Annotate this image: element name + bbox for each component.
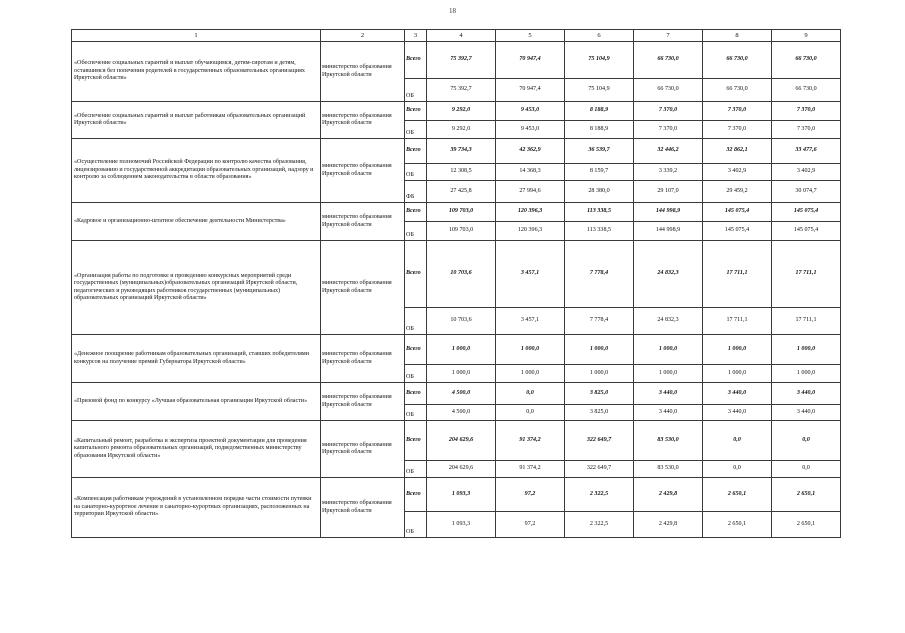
amount-cell: 204 629,6: [427, 461, 496, 478]
amount-cell: 66 730,0: [703, 42, 772, 79]
amount-cell: 1 000,0: [772, 365, 841, 383]
amount-cell: 113 338,5: [565, 203, 634, 222]
amount-cell: 29 459,2: [703, 181, 772, 203]
amount-cell: 204 629,6: [427, 421, 496, 461]
program-name: «Капитальный ремонт, разработка и экспертиза проектной документации для проведения капитального ремонта образовательных организаций, подведомственных министерству образования Иркутской области»: [72, 421, 321, 478]
responsible-org: министерство образования Иркутской области: [321, 421, 405, 478]
amount-cell: 113 338,5: [565, 222, 634, 241]
column-header: 9: [772, 30, 841, 42]
amount-cell: 9 292,0: [427, 121, 496, 139]
amount-cell: 322 649,7: [565, 421, 634, 461]
amount-cell: 2 429,8: [634, 478, 703, 512]
responsible-org: министерство образования Иркутской области: [321, 383, 405, 421]
funding-source: ОБ: [405, 222, 427, 241]
funding-source: Всего: [405, 203, 427, 222]
amount-cell: 24 832,3: [634, 241, 703, 308]
amount-cell: 120 396,3: [496, 203, 565, 222]
program-name: «Организация работы по подготовке и проведению конкурсных мероприятий среди государственных (муниципальных)образовательных организаций Иркутской области, педагогических и руководящих работников государственных (муниципальных) образовательных организаций Иркутской области»: [72, 241, 321, 335]
program-name: «Призовой фонд по конкурсу «Лучшая образовательная организация Иркутской области»: [72, 383, 321, 421]
amount-cell: 2 650,1: [772, 478, 841, 512]
amount-cell: 75 392,7: [427, 79, 496, 102]
header-row: [72, 30, 841, 42]
funding-source: ОБ: [405, 405, 427, 421]
program-name: «Денежное поощрение работникам образовательных организаций, ставших победителями конкурсов на получение премий Губернатора Иркутской области»: [72, 335, 321, 383]
responsible-org: министерство образования Иркутской области: [321, 102, 405, 139]
funding-source: Всего: [405, 42, 427, 79]
amount-cell: 75 104,9: [565, 42, 634, 79]
amount-cell: 7 778,4: [565, 308, 634, 335]
amount-cell: 10 703,6: [427, 308, 496, 335]
amount-cell: 109 703,0: [427, 203, 496, 222]
amount-cell: 0,0: [496, 405, 565, 421]
amount-cell: 36 539,7: [565, 139, 634, 164]
column-header: 5: [496, 30, 565, 42]
amount-cell: 0,0: [703, 421, 772, 461]
amount-cell: 3 402,9: [703, 164, 772, 181]
funding-source: Всего: [405, 383, 427, 405]
amount-cell: 0,0: [772, 461, 841, 478]
amount-cell: 1 000,0: [427, 335, 496, 365]
amount-cell: 3 339,2: [634, 164, 703, 181]
amount-cell: 1 093,3: [427, 512, 496, 538]
amount-cell: 91 374,2: [496, 461, 565, 478]
amount-cell: 3 440,0: [772, 383, 841, 405]
amount-cell: 2 429,8: [634, 512, 703, 538]
responsible-org: министерство образования Иркутской области: [321, 139, 405, 203]
amount-cell: 83 530,0: [634, 461, 703, 478]
table-row: [72, 478, 841, 512]
funding-source: ОБ: [405, 461, 427, 478]
amount-cell: 3 440,0: [772, 405, 841, 421]
amount-cell: 2 322,5: [565, 478, 634, 512]
amount-cell: 7 370,0: [703, 121, 772, 139]
amount-cell: 8 188,9: [565, 102, 634, 121]
table-row: [72, 421, 841, 461]
amount-cell: 33 477,6: [772, 139, 841, 164]
amount-cell: 10 703,6: [427, 241, 496, 308]
amount-cell: 3 457,1: [496, 308, 565, 335]
amount-cell: 3 440,0: [634, 383, 703, 405]
amount-cell: 75 104,9: [565, 79, 634, 102]
amount-cell: 66 730,0: [703, 79, 772, 102]
table-row: [72, 383, 841, 405]
amount-cell: 83 530,0: [634, 421, 703, 461]
amount-cell: 66 730,0: [634, 79, 703, 102]
amount-cell: 3 825,0: [565, 383, 634, 405]
table-body: [72, 42, 841, 538]
amount-cell: 30 074,7: [772, 181, 841, 203]
amount-cell: 2 650,1: [703, 512, 772, 538]
amount-cell: 145 075,4: [703, 222, 772, 241]
funding-source: Всего: [405, 421, 427, 461]
amount-cell: 2 650,1: [772, 512, 841, 538]
amount-cell: 28 380,0: [565, 181, 634, 203]
amount-cell: 8 188,9: [565, 121, 634, 139]
amount-cell: 17 711,1: [772, 241, 841, 308]
amount-cell: 145 075,4: [772, 222, 841, 241]
amount-cell: 70 947,4: [496, 42, 565, 79]
amount-cell: 1 000,0: [496, 335, 565, 365]
funding-source: Всего: [405, 241, 427, 308]
program-name: «Обеспечение социальных гарантий и выплат работникам образовательных организаций Иркутской области»: [72, 102, 321, 139]
column-header: 4: [427, 30, 496, 42]
amount-cell: 1 000,0: [634, 365, 703, 383]
column-header: 3: [405, 30, 427, 42]
responsible-org: министерство образования Иркутской области: [321, 335, 405, 383]
funding-source: ОБ: [405, 365, 427, 383]
amount-cell: 17 711,1: [703, 241, 772, 308]
funding-source: Всего: [405, 335, 427, 365]
amount-cell: 8 159,7: [565, 164, 634, 181]
funding-source: ОБ: [405, 121, 427, 139]
amount-cell: 1 000,0: [427, 365, 496, 383]
amount-cell: 17 711,1: [703, 308, 772, 335]
amount-cell: 27 425,8: [427, 181, 496, 203]
amount-cell: 1 000,0: [634, 335, 703, 365]
table-row: [72, 42, 841, 79]
amount-cell: 7 370,0: [772, 102, 841, 121]
amount-cell: 3 440,0: [634, 405, 703, 421]
budget-table: [71, 29, 841, 538]
amount-cell: 3 825,0: [565, 405, 634, 421]
page-number: 18: [449, 7, 456, 15]
amount-cell: 7 370,0: [634, 121, 703, 139]
table-row: [72, 102, 841, 121]
funding-source: ОБ: [405, 79, 427, 102]
program-name: «Кадровое и организационно-штатное обеспечение деятельности Министерства»: [72, 203, 321, 241]
amount-cell: 97,2: [496, 512, 565, 538]
table-row: [72, 139, 841, 164]
program-name: «Обеспечение социальных гарантий и выплат обучающимся, детям-сиротам и детям, оставшимся без попечения родителей в государственных образовательных организациях Иркутской области»: [72, 42, 321, 102]
funding-source: ОБ: [405, 308, 427, 335]
amount-cell: 145 075,4: [703, 203, 772, 222]
amount-cell: 4 500,0: [427, 405, 496, 421]
amount-cell: 0,0: [496, 383, 565, 405]
funding-source: Всего: [405, 139, 427, 164]
amount-cell: 29 107,0: [634, 181, 703, 203]
amount-cell: 2 650,1: [703, 478, 772, 512]
column-header: 2: [321, 30, 405, 42]
amount-cell: 66 730,0: [772, 79, 841, 102]
amount-cell: 7 778,4: [565, 241, 634, 308]
column-header: 7: [634, 30, 703, 42]
amount-cell: 32 862,1: [703, 139, 772, 164]
amount-cell: 3 440,0: [703, 383, 772, 405]
table-row: [72, 335, 841, 365]
amount-cell: 1 000,0: [772, 335, 841, 365]
amount-cell: 12 308,5: [427, 164, 496, 181]
funding-source: Всего: [405, 478, 427, 512]
amount-cell: 120 396,3: [496, 222, 565, 241]
amount-cell: 0,0: [703, 461, 772, 478]
amount-cell: 27 994,6: [496, 181, 565, 203]
amount-cell: 75 392,7: [427, 42, 496, 79]
table-row: [72, 203, 841, 222]
amount-cell: 4 500,0: [427, 383, 496, 405]
program-name: «Осуществление полномочий Российской Федерации по контролю качества образования, лицензированию и государственной аккредитации образовательных организаций, надзору и контролю за соблюдением законодательства в области образования»: [72, 139, 321, 203]
program-name: «Компенсация работникам учреждений в установленном порядке части стоимости путевки на санаторно-курортное лечение в санаторно-курортных организациях, расположенных на территории Иркутской области»: [72, 478, 321, 538]
amount-cell: 97,2: [496, 478, 565, 512]
amount-cell: 3 402,9: [772, 164, 841, 181]
amount-cell: 7 370,0: [703, 102, 772, 121]
amount-cell: 109 703,0: [427, 222, 496, 241]
amount-cell: 1 000,0: [703, 365, 772, 383]
amount-cell: 322 649,7: [565, 461, 634, 478]
amount-cell: 7 370,0: [772, 121, 841, 139]
funding-source: Всего: [405, 102, 427, 121]
funding-source: ОБ: [405, 164, 427, 181]
amount-cell: 144 998,9: [634, 222, 703, 241]
amount-cell: 144 998,9: [634, 203, 703, 222]
column-header: 1: [72, 30, 321, 42]
table-row: [72, 241, 841, 308]
column-header: 8: [703, 30, 772, 42]
amount-cell: 32 446,2: [634, 139, 703, 164]
responsible-org: министерство образования Иркутской области: [321, 203, 405, 241]
responsible-org: министерство образования Иркутской области: [321, 42, 405, 102]
amount-cell: 70 947,4: [496, 79, 565, 102]
amount-cell: 91 374,2: [496, 421, 565, 461]
amount-cell: 0,0: [772, 421, 841, 461]
amount-cell: 39 734,3: [427, 139, 496, 164]
amount-cell: 145 075,4: [772, 203, 841, 222]
amount-cell: 1 093,3: [427, 478, 496, 512]
amount-cell: 24 832,3: [634, 308, 703, 335]
amount-cell: 7 370,0: [634, 102, 703, 121]
amount-cell: 66 730,0: [634, 42, 703, 79]
amount-cell: 1 000,0: [496, 365, 565, 383]
amount-cell: 3 457,1: [496, 241, 565, 308]
amount-cell: 17 711,1: [772, 308, 841, 335]
amount-cell: 1 000,0: [703, 335, 772, 365]
amount-cell: 66 730,0: [772, 42, 841, 79]
amount-cell: 1 000,0: [565, 335, 634, 365]
amount-cell: 3 440,0: [703, 405, 772, 421]
amount-cell: 2 322,5: [565, 512, 634, 538]
amount-cell: 42 362,9: [496, 139, 565, 164]
column-header: 6: [565, 30, 634, 42]
responsible-org: министерство образования Иркутской области: [321, 241, 405, 335]
amount-cell: 9 292,0: [427, 102, 496, 121]
amount-cell: 9 453,0: [496, 121, 565, 139]
amount-cell: 14 368,3: [496, 164, 565, 181]
amount-cell: 9 453,0: [496, 102, 565, 121]
funding-source: ФБ: [405, 181, 427, 203]
amount-cell: 1 000,0: [565, 365, 634, 383]
responsible-org: министерство образования Иркутской области: [321, 478, 405, 538]
funding-source: ОБ: [405, 512, 427, 538]
